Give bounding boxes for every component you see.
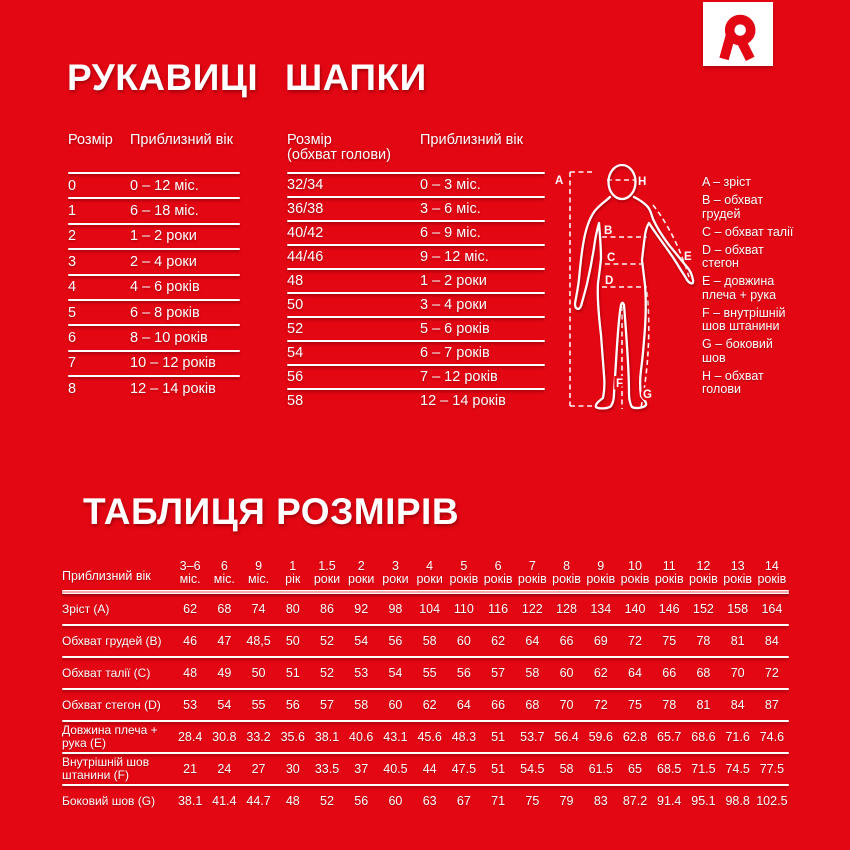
mittens-row [68,276,240,299]
measurement-value-cell: 60 [388,698,403,712]
hats-row [287,222,545,244]
measurement-value-cell: 77.5 [759,762,785,776]
measurement-value-cell: 58 [422,634,437,648]
measurements-table [62,556,789,816]
age-column-header [686,556,720,590]
measurement-value-cell: 66 [491,698,506,712]
legend-item: E – довжина плеча + рука [702,274,777,302]
measurement-value-cell: 48,5 [246,634,271,648]
mittens-size-cell: 6 [68,330,77,347]
age-column-top: 3–6 [179,559,201,573]
measurement-value-cell: 40.5 [383,762,408,776]
measurement-value-cell: 53 [354,666,369,680]
age-column-bottom: рік [285,572,301,586]
age-column-header [481,556,515,590]
measurement-value-cell: 74.5 [725,762,750,776]
legend-item: G – боковий шов [702,337,773,365]
hats-age-cell: 12 – 14 років [420,393,506,409]
measurement-value-cell: 41.4 [212,794,237,808]
measurement-value-cell: 56 [388,634,403,648]
hats-row [287,342,545,364]
measurement-value-cell: 48 [183,666,198,680]
measurement-value-cell: 95.1 [691,794,716,808]
measurement-value-cell: 65.7 [657,730,682,744]
measurement-value-cell: 47 [217,634,232,648]
measurement-value-cell: 64 [525,634,540,648]
age-column-bottom: років [654,572,684,586]
age-column-header [378,556,412,590]
measurement-value-cell: 48.3 [451,730,477,744]
measurement-value-cell: 80 [285,602,300,616]
age-column-top: 5 [460,559,468,573]
measurement-value-cell: 52 [320,666,334,680]
measurement-value-cell: 79 [559,794,574,808]
measurement-value-cell: 84 [764,634,779,648]
mittens-age-cell: 6 – 18 міс. [130,203,199,220]
measurement-value-cell: 87 [764,698,779,712]
hats-row [287,174,545,196]
age-column-top: 1 [289,559,297,573]
measurement-value-cell: 110 [453,602,474,616]
mittens-size-cell: 1 [68,203,77,220]
hats-table-header [287,133,545,172]
measurement-value-cell: 49 [217,666,232,680]
measurement-value-cell: 71.5 [691,762,716,776]
measurement-value-cell: 75 [628,698,642,712]
measurement-value-cell: 53.7 [520,730,545,744]
measurement-value-cell: 55 [422,666,437,680]
measurement-value-cell: 51 [285,666,300,680]
mittens-size-cell: 7 [68,355,77,372]
age-column-header [241,556,275,590]
measurement-value-cell: 54.5 [520,762,545,776]
diagram-letter-D: D [605,275,614,287]
measurement-value-cell: 30.8 [212,730,237,744]
age-column-top: 9 [255,559,263,573]
measurement-value-cell: 52 [320,634,334,648]
hats-row [287,366,545,388]
diagram-letter-B: B [604,225,613,237]
age-column-header [207,556,241,590]
reima-r-icon [707,5,769,63]
measurement-value-cell: 68.5 [657,762,682,776]
age-column-bottom: міс. [248,572,270,586]
measurement-value-cell: 62 [422,698,437,712]
measurement-value-cell: 66 [559,634,574,648]
mittens-age-cell: 6 – 8 років [130,304,200,321]
age-column-top: 12 [696,559,711,573]
diagram-letter-G: G [643,389,652,401]
hats-row [287,246,545,268]
measurement-value-cell: 48 [285,794,300,808]
legend-item: C – обхват талії [702,224,794,239]
age-column-bottom: років [723,572,753,586]
mittens-age-cell: 0 – 12 міс. [130,177,199,194]
measurement-value-cell: 58 [354,698,369,712]
age-column-bottom: років [517,572,547,586]
hats-size-cell: 50 [287,297,304,313]
mittens-size-cell: 4 [68,279,77,296]
mittens-size-cell: 8 [68,380,77,397]
age-column-top: 6 [494,559,502,573]
hats-size-cell: 54 [287,345,304,361]
measurement-value-cell: 44 [422,762,437,776]
measure-line-height-A [570,172,594,406]
age-column-top: 6 [220,559,228,573]
hats-row [287,318,545,340]
measurement-value-cell: 38.1 [314,730,340,744]
hats-size-cell: 52 [287,321,304,337]
hats-size-cell: 48 [287,273,304,289]
hats-size-cell: 32/34 [287,177,324,193]
head-outline [609,165,636,199]
measurement-row-label: Зріст (A) [62,601,110,616]
measurement-value-cell: 33.2 [246,730,271,744]
measurement-value-cell: 62 [593,666,608,680]
size-table-title: ТАБЛИЦЯ РОЗМІРІВ [83,491,460,532]
diagram-letter-C: C [607,252,616,264]
measurement-value-cell: 56 [354,794,369,808]
measurement-value-cell: 50 [251,666,266,680]
mittens-size-cell: 0 [68,177,77,194]
measurement-value-cell: 74 [251,602,266,616]
measurement-value-cell: 35.6 [280,730,305,744]
age-column-header [173,556,207,590]
measurement-value-cell: 116 [488,602,509,616]
diagram-letter-E: E [684,251,692,263]
hats-title: ШАПКИ [285,57,427,98]
legend-item: H – обхват голови [702,368,764,396]
mittens-row [68,199,240,222]
measurement-value-cell: 71 [491,794,506,808]
age-column-bottom: років [620,572,650,586]
measurement-value-cell: 45.6 [417,730,442,744]
hats-row [287,198,545,220]
measurement-value-cell: 37 [354,762,369,776]
hats-age-cell: 5 – 6 років [420,321,490,337]
age-column-top: 2 [357,559,365,573]
hats-size-cell: 40/42 [287,225,324,241]
measurement-value-cell: 58 [525,666,540,680]
measurement-value-cell: 68 [696,666,711,680]
measurement-value-cell: 38.1 [177,794,203,808]
measurement-value-cell: 44.7 [246,794,271,808]
measurement-row-label: Боковий шов (G) [62,793,156,808]
mittens-row [68,352,240,375]
measurement-value-cell: 60 [388,794,403,808]
measurement-value-cell: 51 [491,762,506,776]
diagram-letter-A: A [555,175,564,187]
hats-rows [287,172,545,412]
age-column-top: 3 [391,559,399,573]
measurement-value-cell: 81 [730,634,745,648]
measurement-value-cell: 57 [320,698,334,712]
measurement-value-cell: 87.2 [622,794,648,808]
age-column-header [344,556,378,590]
measurement-value-cell: 33.5 [314,762,340,776]
hats-col-age: Приблизний вік [420,132,523,148]
legend-item: D – обхват стегон [702,242,764,270]
age-column-header [721,556,755,590]
legend-item: B – обхват грудей [702,193,764,221]
measurement-value-cell: 61.5 [588,762,613,776]
measurement-value-cell: 46 [183,634,198,648]
measurement-value-cell: 50 [285,634,300,648]
measurement-row-label: Обхват стегон (D) [62,697,161,712]
age-column-header [584,556,618,590]
age-column-top: 14 [764,559,779,573]
age-column-bottom: років [689,572,718,586]
measurement-row-label: Обхват грудей (B) [62,633,162,648]
measurement-value-cell: 64 [456,698,471,712]
age-column-header [652,556,686,590]
age-column-header [755,556,789,590]
diagram-letter-F: F [616,378,624,390]
measurement-legend [702,176,798,401]
measurement-value-cell: 28.4 [177,730,203,744]
measurement-value-cell: 68.6 [691,730,716,744]
hats-age-cell: 6 – 7 років [420,345,490,361]
hats-col-size-line2: (обхват голови) [287,147,391,163]
brand-logo [703,2,773,66]
mittens-row [68,301,240,324]
mittens-age-cell: 1 – 2 роки [130,228,197,245]
age-column-bottom: років [483,572,513,586]
measurement-value-cell: 70 [559,698,574,712]
measurement-value-cell: 78 [662,698,677,712]
age-column-bottom: років [449,572,479,586]
measurement-value-cell: 74.6 [759,730,785,744]
measurement-value-cell: 98.8 [725,794,750,808]
measurement-value-cell: 40.6 [349,730,374,744]
age-column-header [276,556,310,590]
torso-limbs-outline [575,197,693,408]
diagram-letter-H: H [638,176,647,188]
measurement-value-cell: 60 [559,666,574,680]
hats-age-cell: 7 – 12 років [420,369,498,385]
hats-row [287,270,545,292]
measurement-value-cell: 69 [593,634,608,648]
age-header-label: Приблизний вік [62,569,151,583]
measure-line-arm-E [653,205,689,277]
measurement-value-cell: 58 [559,762,574,776]
hats-size-cell: 56 [287,369,304,385]
age-column-bottom: міс. [179,572,201,586]
measurement-value-cell: 78 [696,634,711,648]
mittens-rows [68,172,240,401]
measurement-value-cell: 86 [320,602,334,616]
measurement-value-cell: 51 [491,730,506,744]
measurement-value-cell: 54 [217,698,232,712]
measurement-value-cell: 68 [525,698,540,712]
measurement-value-cell: 104 [419,602,441,616]
body-measurement-diagram [550,156,702,428]
measurement-value-cell: 68 [217,602,232,616]
age-column-top: 13 [730,559,745,573]
age-column-bottom: роки [313,572,341,586]
measurement-row-label: Обхват талії (C) [62,665,151,680]
measurement-value-cell: 56 [456,666,471,680]
hats-size-table [287,133,545,412]
measurement-value-cell: 140 [624,602,646,616]
measurement-value-cell: 56.4 [554,730,579,744]
measurement-value-cell: 67 [456,794,471,808]
age-column-bottom: міс. [213,572,235,586]
measurement-value-cell: 72 [628,634,642,648]
measurement-value-cell: 27 [251,762,266,776]
measurement-value-cell: 56 [285,698,300,712]
measurement-value-cell: 122 [521,602,543,616]
measurement-value-cell: 52 [320,794,334,808]
body-diagram-svg [550,156,702,428]
legend-item: A – зріст [702,175,751,189]
measurement-value-cell: 92 [354,602,369,616]
age-column-bottom: роки [416,572,443,586]
mittens-size-cell: 3 [68,253,77,270]
hats-row [287,390,545,412]
hats-col-size [287,133,391,163]
measurement-value-cell: 62 [183,602,198,616]
age-column-top: 10 [628,559,642,573]
age-column-header [549,556,583,590]
measurement-value-cell: 55 [251,698,266,712]
hats-age-cell: 6 – 9 міс. [420,225,481,241]
age-column-bottom: років [757,572,787,586]
measurement-value-cell: 75 [525,794,540,808]
mittens-age-cell: 4 – 6 років [130,279,200,296]
measurement-value-cell: 65 [628,762,642,776]
measurement-value-cell: 70 [730,666,745,680]
measurement-value-cell: 64 [628,666,642,680]
measurement-value-cell: 98 [388,602,403,616]
age-column-top: 11 [662,559,676,573]
hats-age-cell: 3 – 4 роки [420,297,487,313]
age-column-header [310,556,344,590]
measurement-value-cell: 158 [727,602,749,616]
measurement-value-cell: 91.4 [657,794,682,808]
hats-size-cell: 44/46 [287,249,324,265]
measurement-row-label: Довжина плеча + рука (E) [62,723,158,750]
measurement-value-cell: 57 [491,666,506,680]
measurement-value-cell: 60 [456,634,471,648]
age-column-bottom: років [552,572,581,586]
measurement-value-cell: 54 [354,634,369,648]
measurement-row-label: Внутрішній шов штанини (F) [62,755,150,782]
mittens-size-cell: 2 [68,228,77,245]
age-column-top: 8 [563,559,571,573]
legend-item: F – внутрішній шов штанини [702,305,786,333]
hats-size-cell: 36/38 [287,201,324,217]
age-column-top: 4 [426,559,434,573]
measurement-value-cell: 164 [761,602,783,616]
measurement-value-cell: 43.1 [383,730,408,744]
measurement-value-cell: 66 [662,666,677,680]
measurement-value-cell: 24 [217,762,232,776]
age-column-bottom: роки [382,572,409,586]
mittens-age-cell: 12 – 14 років [130,380,216,397]
measurement-value-cell: 63 [422,794,437,808]
measurement-value-cell: 21 [183,762,198,776]
measurement-value-cell: 54 [388,666,403,680]
measurement-value-cell: 84 [730,698,745,712]
age-column-header [447,556,481,590]
mittens-row [68,377,240,400]
hats-age-cell: 1 – 2 роки [420,273,487,289]
body-outline [575,165,693,408]
age-column-header [413,556,447,590]
measurement-value-cell: 30 [285,762,300,776]
mittens-row [68,225,240,248]
measurement-value-cell: 134 [590,602,612,616]
measurement-value-cell: 75 [662,634,677,648]
age-column-bottom: років [586,572,616,586]
measurement-value-cell: 152 [693,602,714,616]
measurement-value-cell: 72 [764,666,779,680]
mittens-row [68,174,240,197]
measurement-value-cell: 71.6 [725,730,750,744]
measurement-value-cell: 53 [183,698,198,712]
mittens-age-cell: 10 – 12 років [130,355,216,372]
measurement-value-cell: 59.6 [588,730,613,744]
measurement-value-cell: 62 [491,634,506,648]
age-column-header [618,556,652,590]
measurement-value-cell: 62.8 [622,730,648,744]
measurement-value-cell: 72 [593,698,608,712]
measurement-value-cell: 146 [658,602,680,616]
diagram-letters [555,175,692,401]
mittens-table-header [68,133,240,172]
measurement-value-cell: 83 [593,794,608,808]
mittens-size-cell: 5 [68,304,77,321]
hats-age-cell: 3 – 6 міс. [420,201,481,217]
age-column-bottom: роки [348,572,375,586]
age-column-top: 9 [597,559,605,573]
mittens-col-age: Приблизний вік [130,132,233,148]
mittens-age-cell: 2 – 4 роки [130,253,197,270]
mittens-row [68,326,240,349]
mittens-size-table [68,133,240,401]
hats-row [287,294,545,316]
age-column-header [515,556,549,590]
mittens-row [68,250,240,273]
mittens-title: РУКАВИЦІ [67,57,259,98]
age-column-top: 7 [528,559,536,573]
hats-age-cell: 0 – 3 міс. [420,177,481,193]
age-column-top: 1.5 [318,559,336,573]
mittens-age-cell: 8 – 10 років [130,330,208,347]
measurement-value-cell: 102.5 [756,794,788,808]
mittens-col-size: Розмір [68,132,113,148]
measurement-value-cell: 47.5 [451,762,477,776]
hats-col-size-line1: Розмір [287,132,332,148]
measurement-value-cell: 81 [696,698,711,712]
measurement-value-cell: 128 [556,602,577,616]
hats-age-cell: 9 – 12 міс. [420,249,489,265]
hats-size-cell: 58 [287,393,304,409]
